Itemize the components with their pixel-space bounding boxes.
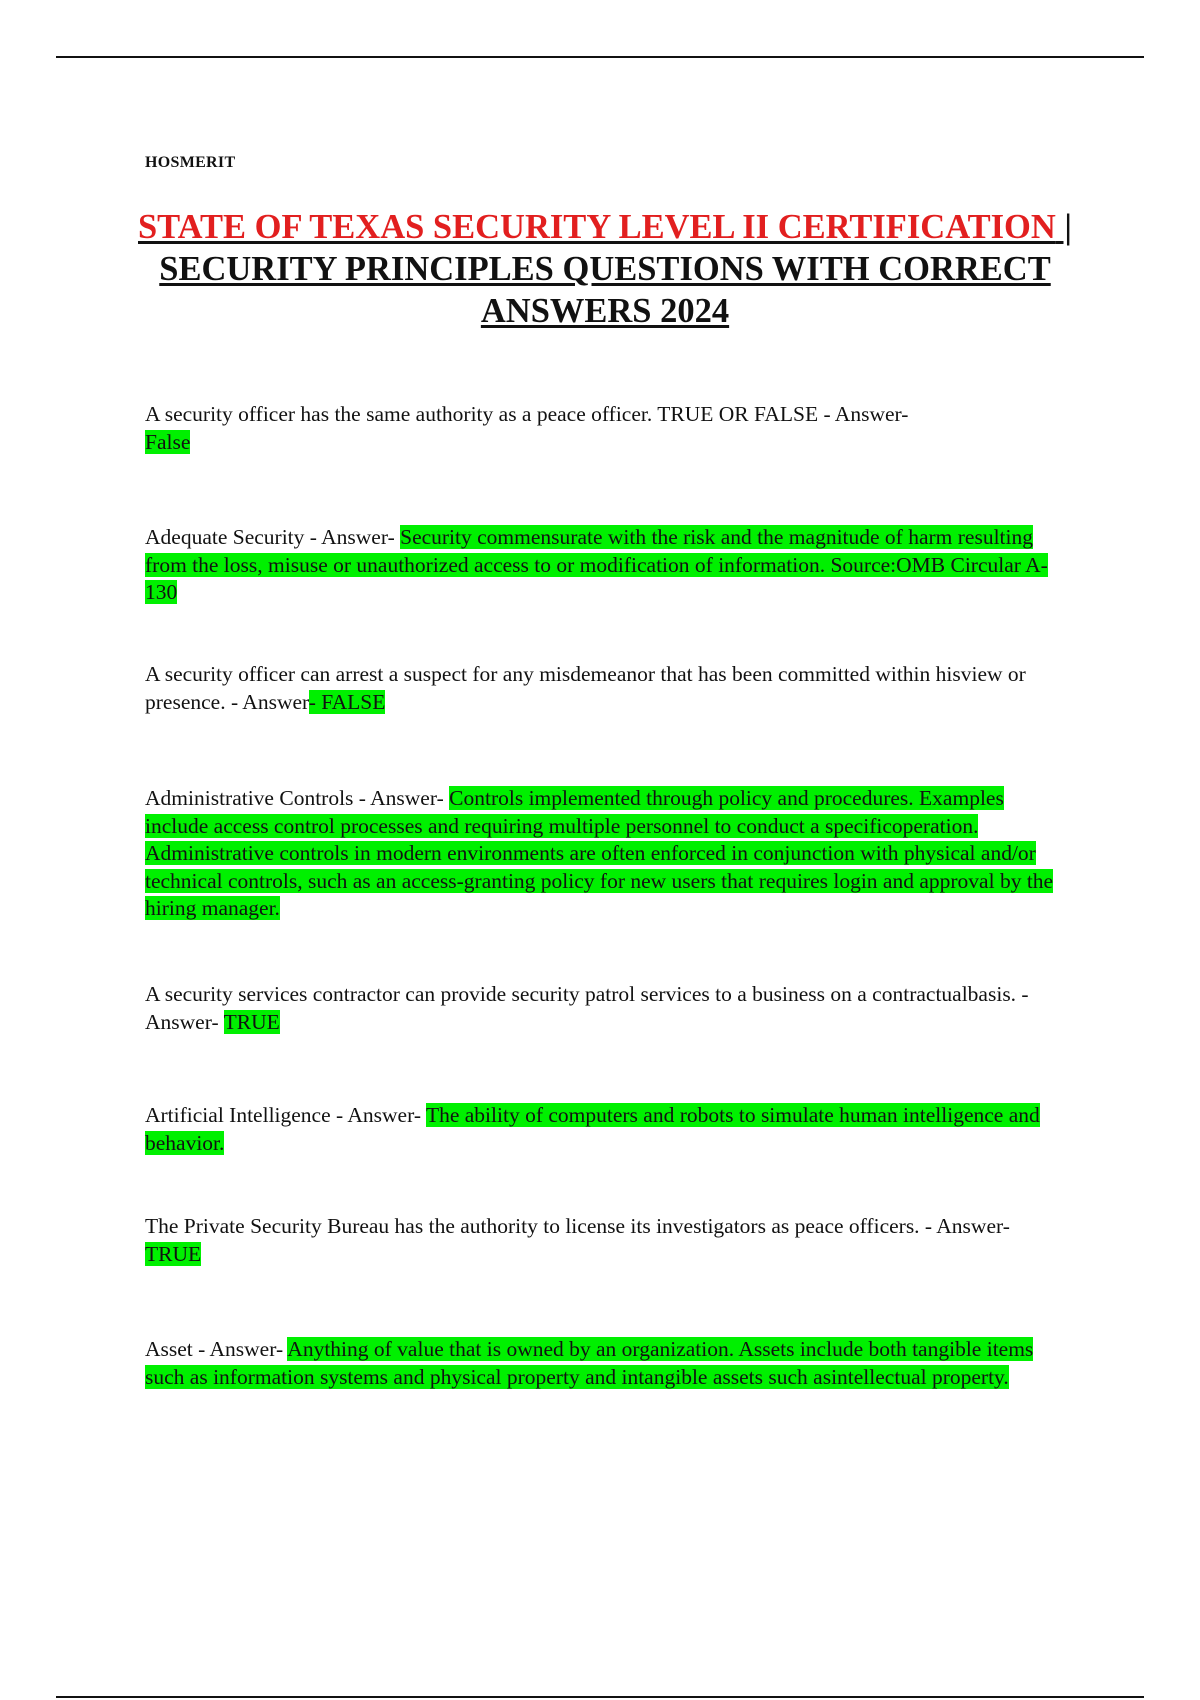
qa-item-3	[145, 661, 1065, 716]
brand-label: HOSMERIT	[145, 154, 236, 171]
title-black-part: SECURITY PRINCIPLES QUESTIONS WITH CORRECT ANSWERS 2024	[159, 250, 1051, 330]
qa-item-5	[145, 981, 1065, 1036]
answer-text: False	[145, 429, 191, 454]
title-separator: |	[1055, 208, 1072, 246]
question-text: Administrative Controls - Answer-	[145, 786, 450, 810]
question-text: Artificial Intelligence - Answer-	[145, 1103, 426, 1127]
qa-item-4	[145, 785, 1065, 923]
answer-text: The ability of computers and robots to simulate human intelligence and behavior.	[145, 1103, 1040, 1155]
document-title	[125, 206, 1085, 332]
top-rule	[56, 56, 1144, 58]
answer-text: Security commensurate with the risk and the magnitude of harm resulting from the loss, misuse or unauthorized access to or modification of information. Source:OMB Circular A-130	[145, 525, 1048, 604]
question-text: The Private Security Bureau has the authority to license its investigators as peace officers. - Answer-	[145, 1214, 1010, 1238]
qa-item-8	[145, 1336, 1065, 1391]
qa-item-2	[145, 524, 1065, 607]
qa-item-6	[145, 1102, 1065, 1157]
question-text: A security services contractor can provide security patrol services to a business on a contractualbasis. - Answer-	[145, 982, 1029, 1034]
answer-text: Anything of value that is owned by an organization. Assets include both tangible items such as information systems and physical property and intangible assets such asintellectual property.	[145, 1337, 1034, 1389]
qa-item-1	[145, 401, 1065, 456]
answer-text: TRUE	[223, 1009, 280, 1034]
answer-text: - FALSE	[308, 689, 386, 714]
question-text: A security officer can arrest a suspect for any misdemeanor that has been committed within hisview or presence. - Answer	[145, 662, 1026, 714]
qa-item-7	[145, 1213, 1065, 1268]
answer-text: TRUE	[145, 1241, 202, 1266]
question-text: Adequate Security - Answer-	[145, 525, 401, 549]
answer-text: Controls implemented through policy and procedures. Examples include access control processes and requiring multiple personnel to conduct a specificoperation. Administrative controls in modern environments are often enforced in conjunction with physical and/or technical controls, such as an access-granting policy for new users that requires login and approval by the hiring manager.	[145, 786, 1054, 920]
bottom-rule	[56, 1696, 1144, 1698]
question-text: A security officer has the same authority as a peace officer. TRUE OR FALSE - Answer-	[145, 402, 909, 426]
question-text: Asset - Answer-	[145, 1337, 288, 1361]
title-red-part: STATE OF TEXAS SECURITY LEVEL II CERTIFICATION	[138, 208, 1056, 246]
